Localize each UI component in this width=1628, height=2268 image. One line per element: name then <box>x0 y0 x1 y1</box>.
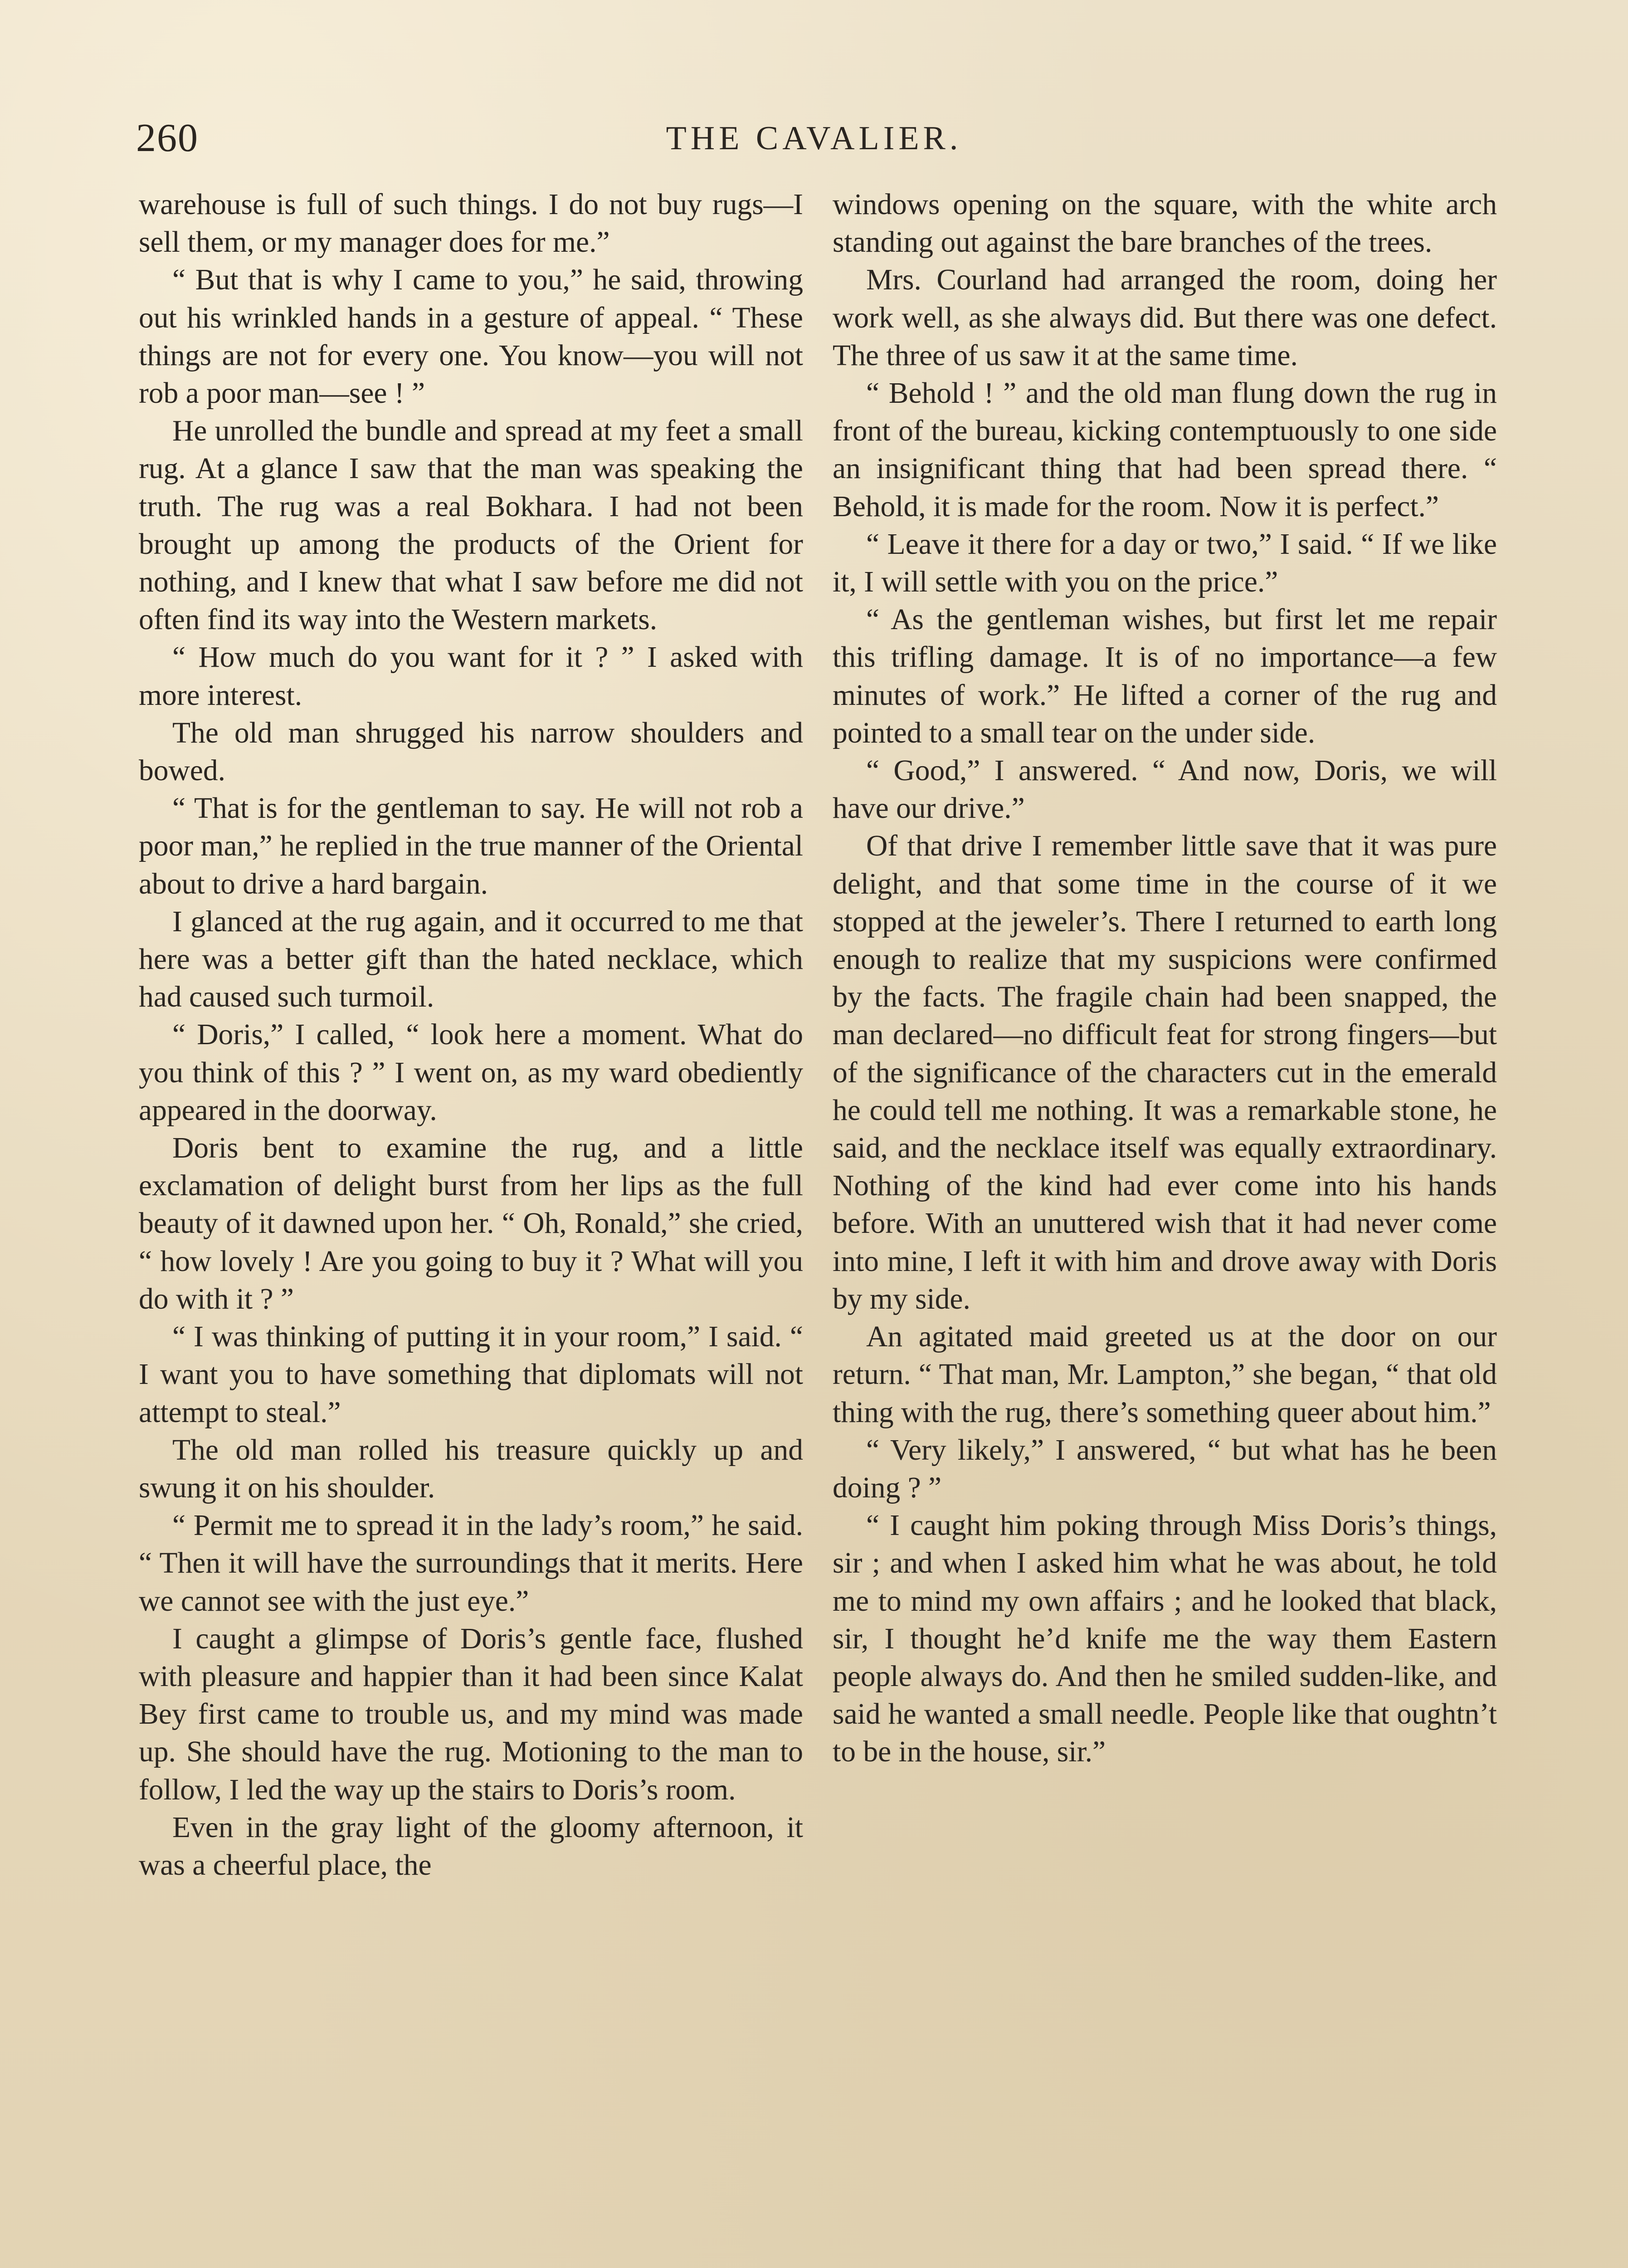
running-title: THE CAVALIER. <box>666 120 962 157</box>
paragraph: An agitated maid greeted us at the door on our return. “ That man, Mr. Lampton,” she began, “ that old thing with the rug, there’s something queer about him.” <box>833 1320 1497 1429</box>
paragraph: Even in the gray light of the gloomy afternoon, it was a cheerful place, the <box>139 1811 803 1882</box>
right-column <box>833 186 1497 2268</box>
paragraph: “ I caught him poking through Miss Doris’s things, sir ; and when I asked him what he was about, he told me to mind my own affairs ; and he looked that black, sir, I thought he’d knife me the way them Eastern people always do. And then he smiled sudden-like, and said he wanted a small needle. People like that oughtn’t to be in the house, sir.” <box>833 1509 1497 1769</box>
paragraph: “ Permit me to spread it in the lady’s room,” he said. “ Then it will have the surroundings that it merits. Here we cannot see with the just eye.” <box>139 1509 803 1618</box>
paragraph: windows opening on the square, with the white arch standing out against the bare branches of the trees. <box>833 188 1497 259</box>
paragraph: “ Doris,” I called, “ look here a moment. What do you think of this ? ” I went on, as my ward obediently appeared in the doorway. <box>139 1018 803 1127</box>
paragraph: Of that drive I remember little save that it was pure delight, and that some time in the course of it we stopped at the jeweler’s. There I returned to earth long enough to realize that my suspicions were confirmed by the facts. The fragile chain had been snapped, the man declared—no difficult feat for strong fingers—but of the significance of the characters cut in the emerald he could tell me nothing. It was a remarkable stone, he said, and the necklace itself was equally extraordinary. Nothing of the kind had ever come into his hands before. With an unuttered wish that it had never come into mine, I left it with him and drove away with Doris by my side. <box>833 830 1497 1315</box>
paragraph: “ Behold ! ” and the old man flung down the rug in front of the bureau, kicking contemptuously to one side an insignificant thing that had been spread there. “ Behold, it is made for the room. Now it is perfect.” <box>833 377 1497 523</box>
paragraph: “ Very likely,” I answered, “ but what has he been doing ? ” <box>833 1433 1497 1504</box>
paragraph: Mrs. Courland had arranged the room, doing her work well, as she always did. But there was one defect. The three of us saw it at the same time. <box>833 264 1497 372</box>
page-header <box>136 113 1492 163</box>
paragraph: I caught a glimpse of Doris’s gentle face, flushed with pleasure and happier than it had been since Kalat Bey first came to trouble us, and my mind was made up. She should have the rug. Motioning to the man to follow, I led the way up the stairs to Doris’s room. <box>139 1622 803 1806</box>
left-column <box>139 186 803 2268</box>
paragraph: The old man shrugged his narrow shoulders and bowed. <box>139 716 803 787</box>
paragraph: “ How much do you want for it ? ” I asked with more interest. <box>139 641 803 712</box>
page-number: 260 <box>136 116 199 160</box>
paragraph: warehouse is full of such things. I do not buy rugs—I sell them, or my manager does for me.” <box>139 188 803 259</box>
paragraph: “ Good,” I answered. “ And now, Doris, we will have our drive.” <box>833 754 1497 825</box>
paragraph: “ Leave it there for a day or two,” I said. “ If we like it, I will settle with you on the price.” <box>833 528 1497 599</box>
paragraph: “ As the gentleman wishes, but first let me repair this trifling damage. It is of no importance—a few minutes of work.” He lifted a corner of the rug and pointed to a small tear on the under side. <box>833 603 1497 749</box>
paragraph: He unrolled the bundle and spread at my feet a small rug. At a glance I saw that the man was speaking the truth. The rug was a real Bokhara. I had not been brought up among the products of the Orient for nothing, and I knew that what I saw before me did not often find its way into the Western markets. <box>139 415 803 636</box>
paragraph: “ But that is why I came to you,” he said, throwing out his wrinkled hands in a gesture of appeal. “ These things are not for every one. You know—you will not rob a poor man—see ! ” <box>139 264 803 410</box>
paragraph: “ That is for the gentleman to say. He will not rob a poor man,” he replied in the true manner of the Oriental about to drive a hard bargain. <box>139 792 803 900</box>
paragraph: The old man rolled his treasure quickly up and swung it on his shoulder. <box>139 1433 803 1504</box>
paragraph: I glanced at the rug again, and it occurred to me that here was a better gift than the hated necklace, which had caused such turmoil. <box>139 905 803 1014</box>
paragraph: “ I was thinking of putting it in your room,” I said. “ I want you to have something that diplomats will not attempt to steal.” <box>139 1320 803 1429</box>
paragraph: Doris bent to examine the rug, and a little exclamation of delight burst from her lips as the full beauty of it dawned upon her. “ Oh, Ronald,” she cried, “ how lovely ! Are you going to buy it ? What will you do with it ? ” <box>139 1132 803 1315</box>
